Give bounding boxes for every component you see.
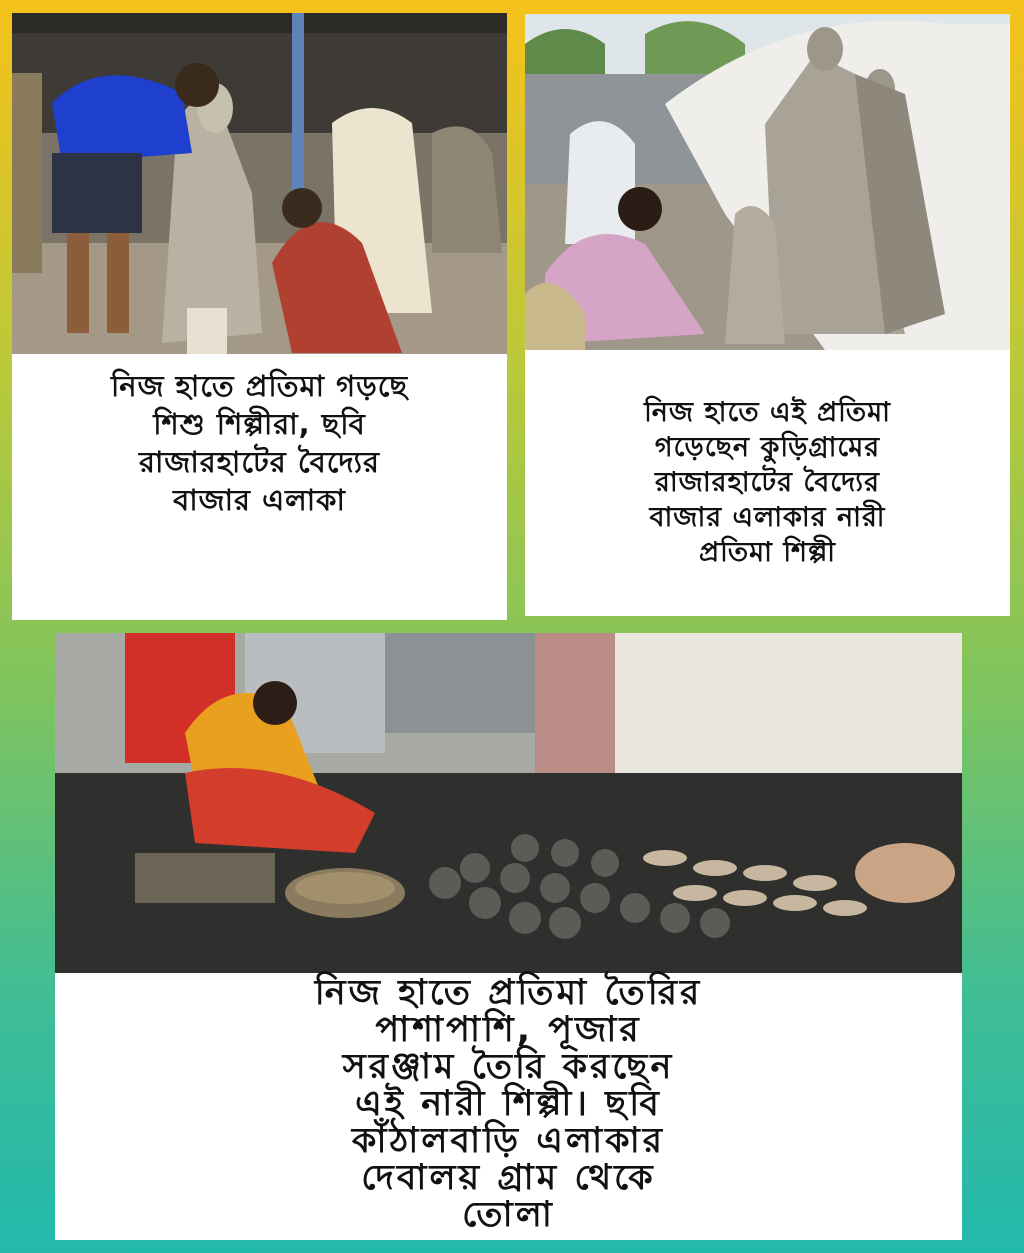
- photo-card-3: [55, 633, 962, 1240]
- caption-line: প্রতিমা শিল্পী: [698, 537, 837, 568]
- caption-line: এই নারী শিল্পী। ছবি: [355, 1083, 662, 1124]
- photo-card-1: [12, 13, 507, 620]
- caption-line: নিজ হাতে প্রতিমা তৈরির: [314, 972, 703, 1013]
- caption-3: [55, 973, 962, 1235]
- caption-line: রাজারহাটের বৈদ্যের: [654, 467, 880, 498]
- woman-making-clay-lamps-photo: [55, 633, 962, 973]
- caption-line: কাঁঠালবাড়ি এলাকার: [351, 1120, 666, 1161]
- caption-line: পাশাপাশি, পূজার: [375, 1009, 642, 1050]
- caption-line: রাজারহাটের বৈদ্যের: [139, 445, 380, 479]
- caption-2: [525, 390, 1010, 575]
- caption-line: নিজ হাতে প্রতিমা গড়ছে: [110, 369, 409, 403]
- caption-line: নিজ হাতে এই প্রতিমা: [644, 397, 891, 428]
- photo-card-2: [525, 14, 1010, 616]
- caption-1: [12, 368, 507, 518]
- caption-line: সরঞ্জাম তৈরি করছেন: [342, 1046, 675, 1087]
- caption-line: শিশু শিল্পীরা, ছবি: [153, 407, 366, 441]
- caption-line: বাজার এলাকার নারী: [649, 502, 886, 533]
- caption-line: দেবালয় গ্রাম থেকে: [361, 1157, 656, 1198]
- caption-line: বাজার এলাকা: [173, 483, 346, 517]
- woman-sculpting-idol-photo: [525, 14, 1010, 350]
- caption-line: গড়েছেন কুড়িগ্রামের: [654, 432, 881, 463]
- clay-idol-making-children-photo: [12, 13, 507, 354]
- caption-line: তোলা: [462, 1194, 555, 1235]
